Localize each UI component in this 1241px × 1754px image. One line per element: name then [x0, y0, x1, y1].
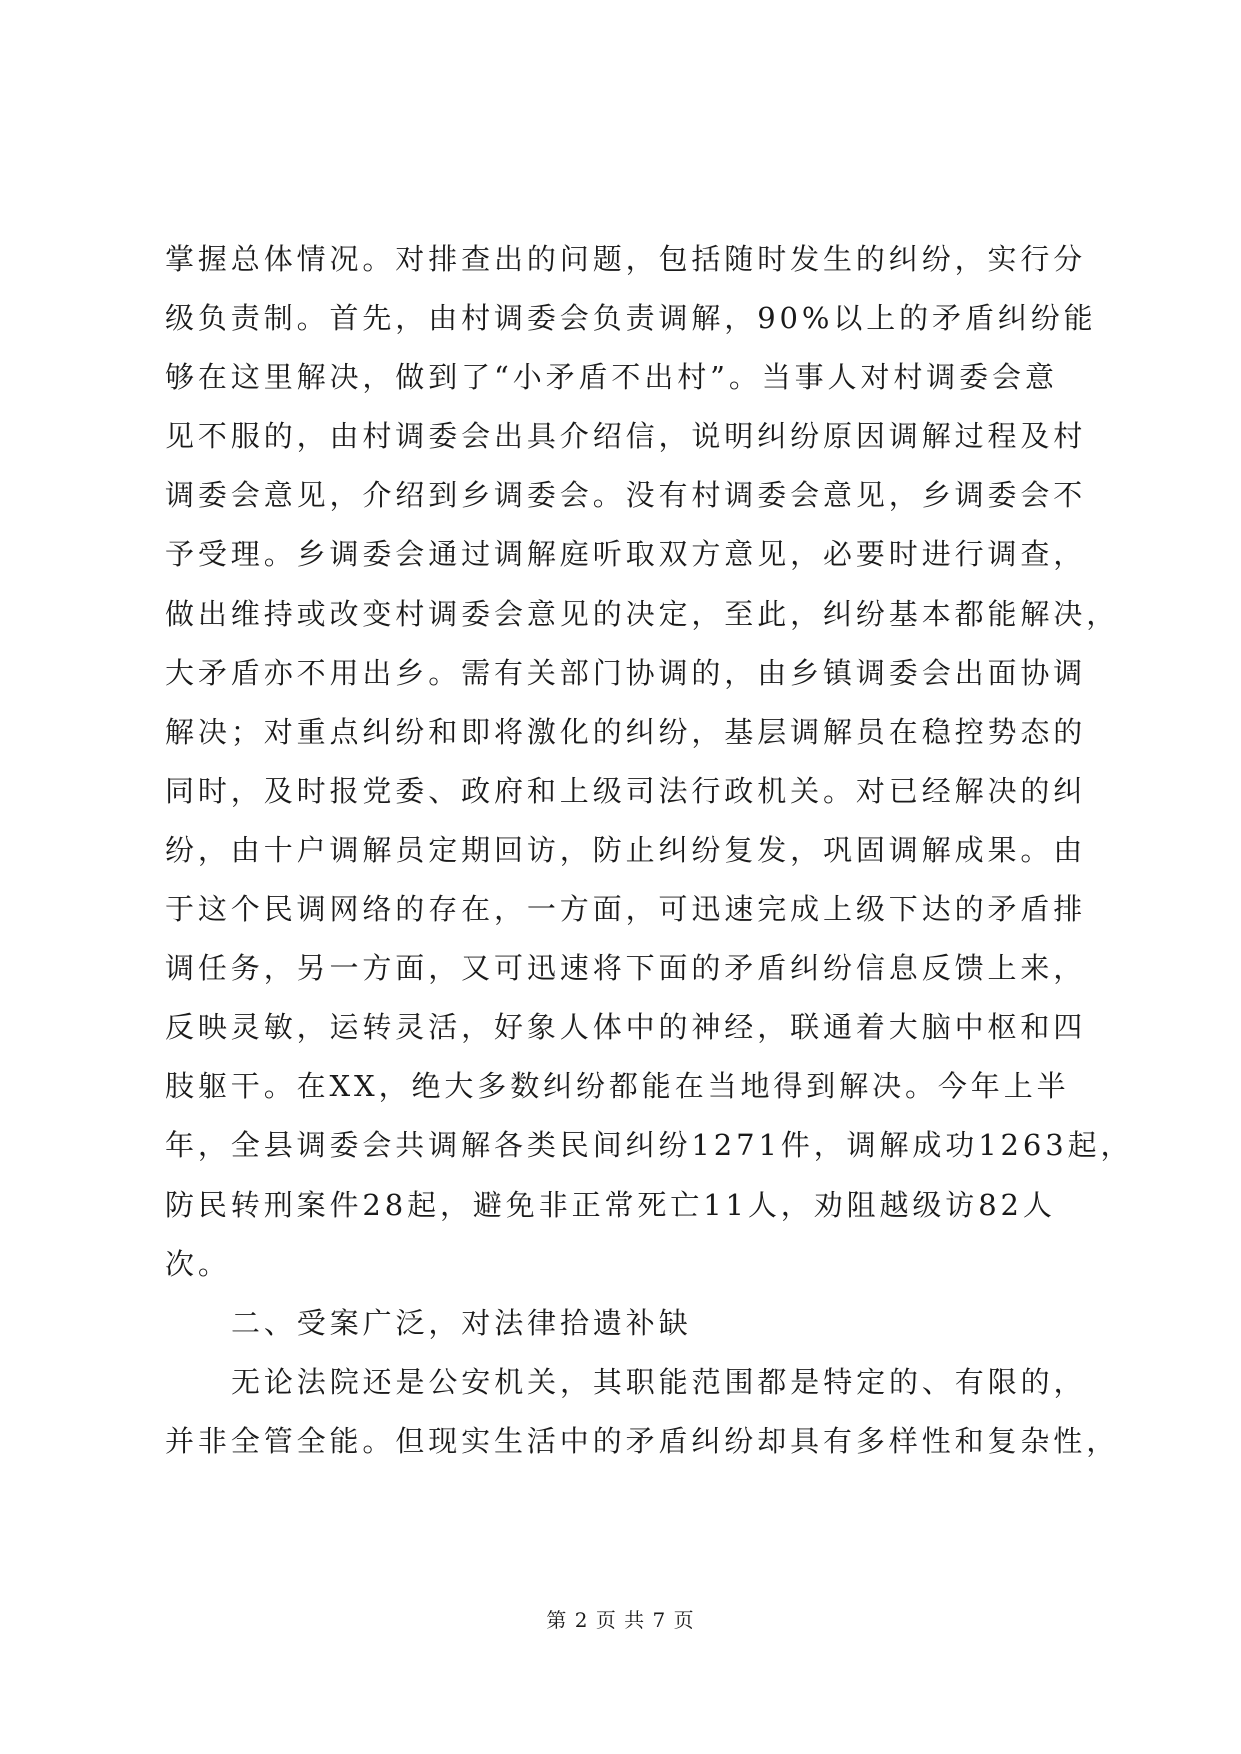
text-line: 解决；对重点纠纷和即将激化的纠纷，基层调解员在稳控势态的: [165, 714, 1087, 749]
text-line: 大矛盾亦不用出乡。需有关部门协调的，由乡镇调委会出面协调: [165, 655, 1087, 690]
text-line: 次。: [165, 1246, 231, 1281]
text-line: 调委会意见，介绍到乡调委会。没有村调委会意见，乡调委会不: [165, 478, 1087, 513]
document-body: [165, 230, 1134, 1471]
text-line: 于这个民调网络的存在，一方面，可迅速完成上级下达的矛盾排: [165, 892, 1087, 927]
text-line: 肢躯干。在XX，绝大多数纠纷都能在当地得到解决。今年上半: [165, 1069, 1070, 1104]
text-line: 无论法院还是公安机关，其职能范围都是特定的、有限的，: [231, 1364, 1087, 1399]
text-line: 调任务，另一方面，又可迅速将下面的矛盾纠纷信息反馈上来，: [165, 951, 1087, 986]
text-line: 够在这里解决，做到了“小矛盾不出村”。当事人对村调委会意: [165, 360, 1058, 395]
text-line: 防民转刑案件28起，避免非正常死亡11人，劝阻越级访82人: [165, 1187, 1056, 1222]
section-heading: 二、受案广泛，对法律拾遗补缺: [231, 1305, 692, 1340]
text-line: 做出维持或改变村调委会意见的决定，至此，纠纷基本都能解决，: [165, 596, 1120, 631]
text-line: 纷，由十户调解员定期回访，防止纠纷复发，巩固调解成果。由: [165, 832, 1087, 867]
text-line: 见不服的，由村调委会出具介绍信，说明纠纷原因调解过程及村: [165, 419, 1087, 454]
text-line: 掌握总体情况。对排查出的问题，包括随时发生的纠纷，实行分: [165, 242, 1087, 276]
text-line: 年，全县调委会共调解各类民间纠纷1271件，调解成功1263起，: [165, 1128, 1134, 1163]
text-line: 予受理。乡调委会通过调解庭听取双方意见，必要时进行调查，: [165, 537, 1087, 572]
text-line: 反映灵敏，运转灵活，好象人体中的神经，联通着大脑中枢和四: [165, 1010, 1087, 1045]
text-line: 同时，及时报党委、政府和上级司法行政机关。对已经解决的纠: [165, 773, 1087, 808]
page-number-footer: 第 2 页 共 7 页: [546, 1608, 695, 1632]
text-line: 级负责制。首先，由村调委会负责调解，90%以上的矛盾纠纷能: [165, 301, 1097, 336]
text-line: 并非全管全能。但现实生活中的矛盾纠纷却具有多样性和复杂性，: [165, 1423, 1120, 1458]
